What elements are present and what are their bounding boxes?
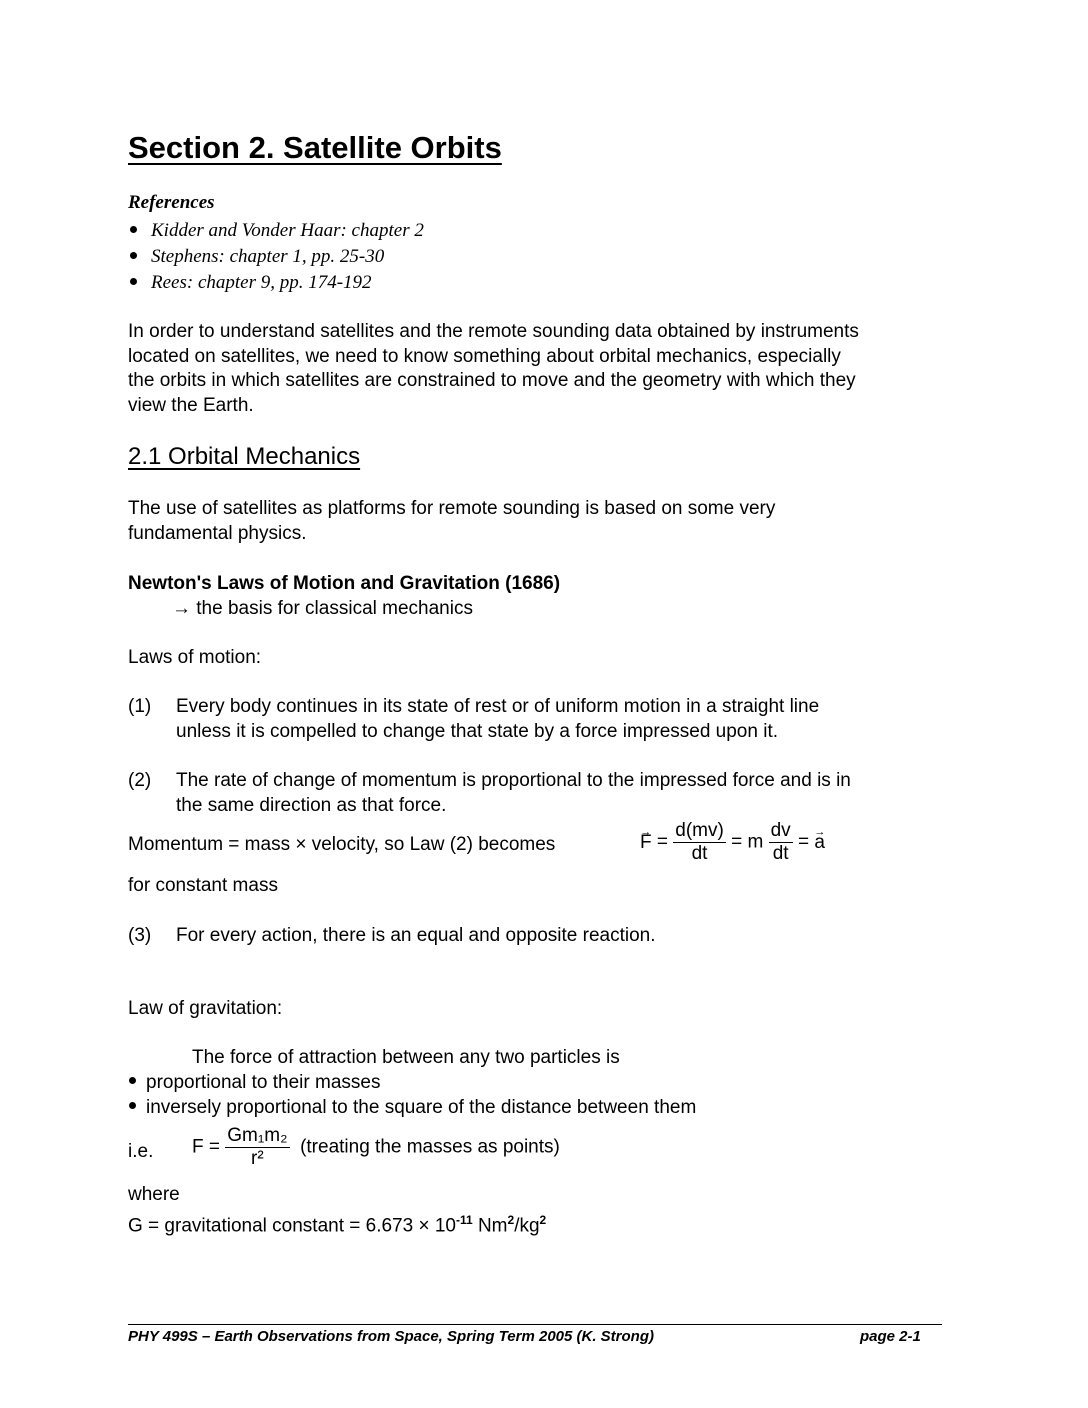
list-item: inversely proportional to the square of the distance between them (129, 1096, 696, 1121)
reference-item: Kidder and Vonder Haar: chapter 2 (130, 218, 424, 244)
newton-subtext: → the basis for classical mechanics (172, 598, 473, 619)
gravitational-constant: G = gravitational constant = $6.673 \times 10^{-11}$ $Nm^2/kg^2$ (128, 1213, 547, 1237)
law-2-text: The rate of change of momentum is proportional to the impressed force and is in the same direction as that force. (176, 770, 851, 816)
references-list (130, 218, 424, 296)
gravitation-bullets (129, 1071, 696, 1120)
ie-label: i.e. (128, 1141, 154, 1162)
gravitation-label: Law of gravitation: (128, 998, 283, 1019)
momentum-text: Momentum = mass × velocity, so Law (2) becomes (128, 834, 556, 855)
gravitation-intro: The force of attraction between any two particles is (192, 1047, 620, 1068)
references-heading: References (128, 192, 215, 213)
section-heading: 2.1 Orbital Mechanics (128, 443, 361, 470)
list-item: proportional to their masses (129, 1071, 696, 1096)
footer-divider (128, 1324, 942, 1325)
laws-label: Laws of motion: (128, 647, 262, 668)
page-title: Section 2. Satellite Orbits (128, 130, 502, 165)
newton-heading: Newton's Laws of Motion and Gravitation (1686) (128, 573, 561, 594)
reference-item: Stephens: chapter 1, pp. 25-30 (130, 244, 424, 270)
law-1-text: Every body continues in its state of rest or of uniform motion in a straight line unless it is compelled to change that state by a force impressed upon it. (176, 696, 820, 742)
footer-page-number: page 2-1 (860, 1328, 921, 1345)
constant-mass-note: for constant mass (128, 875, 278, 896)
section-paragraph: The use of satellites as platforms for remote sounding is based on some very fundamental physics. (128, 498, 776, 544)
law-2-number: (2) (128, 770, 152, 791)
intro-paragraph: In order to understand satellites and the remote sounding data obtained by instruments located on satellites, we need to know something about orbital mechanics, especially the orbits in which satellites are constrained to move and the geometry with which they view the Earth. (128, 321, 859, 416)
where-label: where (128, 1184, 180, 1205)
law-3-text: For every action, there is an equal and opposite reaction. (176, 925, 656, 946)
law-1-number: (1) (128, 696, 152, 717)
footer-course: PHY 499S – Earth Observations from Space, Spring Term 2005 (K. Strong) (128, 1328, 654, 1345)
bullet-icon (129, 1102, 136, 1109)
newton-second-law-equation: → F = $\frac{d(mv)}{dt}$ = m $\frac{dv}{dt}$ = → a (640, 820, 825, 865)
bullet-icon (130, 252, 137, 259)
reference-item: Rees: chapter 9, pp. 174-192 (130, 270, 424, 296)
gravitation-equation: F = $\frac{\text{Gm₁m₂}}{\text{r²}}$ (treating the masses as points) (192, 1125, 560, 1169)
bullet-icon (130, 278, 137, 285)
bullet-icon (130, 226, 137, 233)
law-3-number: (3) (128, 925, 152, 946)
bullet-icon (129, 1077, 136, 1084)
